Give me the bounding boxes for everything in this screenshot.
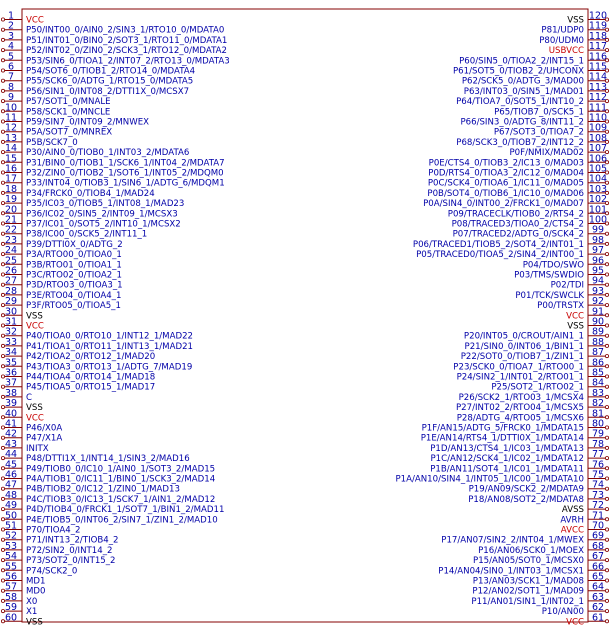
pin-name: P74/SCK2_0 xyxy=(26,566,78,577)
pin-number: 99 xyxy=(591,224,605,236)
pin-number: 24 xyxy=(4,245,18,257)
pin-name: P23/SCK0_0/TIOA7_1/RTO00_1 xyxy=(453,362,584,373)
pin-number: 51 xyxy=(4,520,18,532)
pin-name: P45/TIOA5_0/RTO15_1/MAD17 xyxy=(26,382,156,393)
pin-name: P0A/SIN4_0/INT00_2/FRCK1_0/MAD07 xyxy=(423,199,584,210)
pin-number: 117 xyxy=(588,41,608,53)
pin-name: P56/SIN1_0/INT08_2/DTTI1X_0/MCSX7 xyxy=(26,86,190,97)
pin-number: 93 xyxy=(591,285,605,297)
pin-number: 116 xyxy=(588,51,608,63)
pin-number: 108 xyxy=(588,132,608,144)
pin-number: 78 xyxy=(591,438,605,450)
pin-name: P12/AN02/SOT1_1/MAD09 xyxy=(472,586,584,597)
pin-number: 40 xyxy=(4,408,18,420)
pin-name: P3E/RTO04_0/TIOA4_1 xyxy=(26,290,122,301)
pin-name: P41/TIOA1_0/RTO11_1/INT13_1/MAD21 xyxy=(26,341,194,352)
pin-number: 105 xyxy=(588,163,608,175)
pin-number: 17 xyxy=(4,173,18,185)
pin-number: 103 xyxy=(588,183,608,195)
pin-name: P24/SIN2_1/INT01_2/RTO01_1 xyxy=(456,372,584,383)
pin-name: X0 xyxy=(26,596,38,607)
pin-name: P35/IC03_0/TIOB5_1/INT08_1/MAD23 xyxy=(26,199,185,210)
pin-name: P13/AN03/SCK1_1/MAD08 xyxy=(472,576,584,587)
pin-number: 16 xyxy=(4,163,18,175)
pin-name: P48/DTTI1X_1/INT14_1/SIN3_2/MAD16 xyxy=(26,454,190,465)
pin-number: 27 xyxy=(4,275,18,287)
pin-number: 102 xyxy=(588,194,608,206)
pin-endpoint xyxy=(605,314,608,317)
pin-endpoint xyxy=(1,49,4,52)
pin-name: P30/AIN0_0/TIOB0_1/INT03_2/MDATA6 xyxy=(26,148,190,159)
pin-endpoint xyxy=(1,28,4,31)
pin-name: P81/UDP0 xyxy=(541,25,584,36)
pin-number: 57 xyxy=(4,581,18,593)
pin-name: P28/ADTG_4/RTO05_1/MCSX6 xyxy=(456,413,584,424)
pin-name: X1 xyxy=(26,607,38,618)
pin-name: VCC xyxy=(566,311,584,322)
pin-number: 88 xyxy=(591,336,605,348)
pin-name: P19/AN09/SCK2_2/MDATA9 xyxy=(468,484,584,495)
pin-number: 29 xyxy=(4,296,18,308)
pin-endpoint xyxy=(1,18,4,21)
pin-endpoint xyxy=(605,416,608,419)
pin-name: P4D/TIOB4_0/FRCK1_1/SOT7_1/BIN1_2/MAD11 xyxy=(26,505,225,516)
pin-endpoint xyxy=(605,589,608,592)
pin-endpoint xyxy=(605,599,608,602)
pin-number: 74 xyxy=(591,479,605,491)
pin-name: P65/TIOB7_0/SCK5_1 xyxy=(494,107,584,118)
pin-number: 60 xyxy=(4,612,18,624)
pin-number: 67 xyxy=(591,551,605,563)
pin-number: 43 xyxy=(4,438,18,450)
pin-number: 119 xyxy=(588,20,608,32)
pin-name: USBVCC xyxy=(548,46,584,57)
pin-endpoint xyxy=(605,620,608,623)
pin-number: 10 xyxy=(4,102,18,114)
pin-name: P08/TRACED3/TIOA0_2/CTS4_2 xyxy=(451,219,584,230)
pin-endpoint xyxy=(605,406,608,409)
pin-name: P54/SOT6_0/TIOB1_2/RTO14_0/MDATA4 xyxy=(26,66,196,77)
pin-endpoint xyxy=(605,293,608,296)
pin-number: 69 xyxy=(591,530,605,542)
pin-name: P14/AN04/SIN0_1/INT03_1/MCSX1 xyxy=(438,566,584,577)
pin-name: P43/TIOA3_0/RTO13_1/ADTG_7/MAD19 xyxy=(26,362,193,373)
pin-number: 31 xyxy=(4,316,18,328)
pin-number: 42 xyxy=(4,428,18,440)
pin-number: 77 xyxy=(591,449,605,461)
pin-endpoint xyxy=(605,273,608,276)
pin-name: P72/SIN2_0/INT14_2 xyxy=(26,545,113,556)
pin-number: 91 xyxy=(591,306,605,318)
pin-number: 118 xyxy=(588,30,608,42)
pin-number: 34 xyxy=(4,347,18,359)
pin-endpoint xyxy=(1,89,4,92)
pin-name: P01/TCK/SWCLK xyxy=(515,290,584,301)
pin-name: P1C/AN12/SCK4_1/IC02_1/MDATA12 xyxy=(430,454,584,465)
pin-name: P1E/AN14/RTS4_1/DTTI0X_1/MDATA14 xyxy=(420,433,584,444)
pin-endpoint xyxy=(605,436,608,439)
pin-number: 98 xyxy=(591,234,605,246)
pin-number: 6 xyxy=(7,61,15,73)
pin-endpoint xyxy=(605,548,608,551)
pin-number: 45 xyxy=(4,459,18,471)
pin-name: P11/AN01/SIN1_1/INT02_1 xyxy=(471,596,584,607)
pin-name: P38/IC00_0/SCK5_2/INT11_1 xyxy=(26,229,148,240)
pin-name: P05/TRACED0/TIOA5_2/SIN4_2/INT00_1 xyxy=(416,250,584,261)
pin-number: 14 xyxy=(4,143,18,155)
pin-name: P58/SCK1_0/MNCLE xyxy=(26,107,111,118)
pin-name: P44/TIOA4_0/RTO14_1/MAD18 xyxy=(26,372,156,383)
pin-name: VCC xyxy=(26,321,44,332)
pin-number: 59 xyxy=(4,602,18,614)
pin-endpoint xyxy=(605,283,608,286)
pin-number: 96 xyxy=(591,255,605,267)
pin-name: P34/FRCK0_0/TIOB4_1/MAD24 xyxy=(26,188,155,199)
pin-number: 20 xyxy=(4,204,18,216)
pin-name: VSS xyxy=(26,403,43,414)
pin-name: P36/IC02_0/SIN5_2/INT09_1/MCSX3 xyxy=(26,209,178,220)
pin-number: 19 xyxy=(4,194,18,206)
pin-number: 33 xyxy=(4,336,18,348)
pin-name: VSS xyxy=(567,15,584,26)
pin-number: 113 xyxy=(588,81,608,93)
pin-name: P00/TRSTX xyxy=(537,301,584,312)
pin-number: 44 xyxy=(4,449,18,461)
pin-number: 53 xyxy=(4,540,18,552)
pin-number: 68 xyxy=(591,540,605,552)
pin-name: P26/SCK2_1/RTO03_1/MCSX4 xyxy=(458,392,584,403)
pin-number: 72 xyxy=(591,500,605,512)
pin-number: 55 xyxy=(4,561,18,573)
pin-name: P09/TRACECLK/TIOB0_2/RTS4_2 xyxy=(447,209,584,220)
pin-name: P06/TRACED1/TIOB5_2/SOT4_2/INT01_1 xyxy=(412,239,584,250)
pin-name: P67/SOT3_0/TIOA7_2 xyxy=(493,127,584,138)
pin-number: 3 xyxy=(7,30,15,42)
pin-name: P4E/TIOB5_0/INT06_2/SIN7_1/ZIN1_2/MAD10 xyxy=(26,515,218,526)
pin-name: P21/SIN0_0/INT06_1/BIN1_1 xyxy=(464,341,584,352)
pin-number: 112 xyxy=(588,92,608,104)
pin-number: 47 xyxy=(4,479,18,491)
pin-endpoint xyxy=(605,365,608,368)
pin-endpoint xyxy=(1,79,4,82)
pin-number: 48 xyxy=(4,489,18,501)
pin-name: P61/SOT5_0/TIOB2_2/UHCONX xyxy=(452,66,584,77)
pin-name: P55/SCK6_0/ADTG_1/RTO15_0/MDATA5 xyxy=(26,76,194,87)
pin-name: P40/TIOA0_0/RTO10_1/INT12_1/MAD22 xyxy=(26,331,194,342)
pin-name: P70/TIOA4_2 xyxy=(26,525,81,536)
pin-number: 65 xyxy=(591,571,605,583)
pin-name: P10/AN00 xyxy=(541,607,584,618)
pin-name: P49/TIOB0_0/IC10_1/AIN0_1/SOT3_2/MAD15 xyxy=(26,464,216,475)
pin-endpoint xyxy=(605,324,608,327)
pin-endpoint xyxy=(605,253,608,256)
pin-endpoint xyxy=(605,263,608,266)
pin-name: AVCC xyxy=(560,525,584,536)
pin-number: 7 xyxy=(7,71,15,83)
pin-name: P0E/CTS4_0/TIOB3_2/IC13_0/MAD03 xyxy=(428,158,584,169)
pin-name: P17/AN07/SIN2_2/INT04_1/MWEX xyxy=(441,535,584,546)
pin-endpoint xyxy=(605,334,608,337)
pin-number: 73 xyxy=(591,489,605,501)
pin-number: 39 xyxy=(4,398,18,410)
pin-number: 104 xyxy=(588,173,608,185)
pin-number: 50 xyxy=(4,510,18,522)
pin-number: 79 xyxy=(591,428,605,440)
pin-number: 28 xyxy=(4,285,18,297)
pin-endpoint xyxy=(1,69,4,72)
pin-number: 100 xyxy=(588,214,608,226)
pin-number: 120 xyxy=(588,10,608,22)
pin-endpoint xyxy=(605,497,608,500)
pin-number: 26 xyxy=(4,265,18,277)
pin-endpoint xyxy=(1,59,4,62)
pin-endpoint xyxy=(605,610,608,613)
pin-endpoint xyxy=(605,232,608,235)
pin-endpoint xyxy=(605,508,608,511)
pin-number: 114 xyxy=(588,71,608,83)
pin-name: P3C/RTO02_0/TIOA2_1 xyxy=(26,270,123,281)
pin-number: 87 xyxy=(591,347,605,359)
pin-endpoint xyxy=(605,487,608,490)
pin-number: 109 xyxy=(588,122,608,134)
pin-endpoint xyxy=(605,446,608,449)
pin-name: VSS xyxy=(567,321,584,332)
pin-name: P53/SIN6_0/TIOA1_2/INT07_2/RTO13_0/MDATA3 xyxy=(26,56,230,67)
pin-name: C xyxy=(26,392,33,403)
pin-name: P68/SCK3_0/TIOB7_2/INT12_2 xyxy=(456,137,584,148)
pin-number: 58 xyxy=(4,591,18,603)
pin-endpoint xyxy=(605,559,608,562)
pin-endpoint xyxy=(605,467,608,470)
pin-number: 76 xyxy=(591,459,605,471)
pin-name: P46/X0A xyxy=(26,423,63,434)
pin-endpoint xyxy=(605,457,608,460)
pin-number: 90 xyxy=(591,316,605,328)
pin-name: P50/INT00_0/AIN0_2/SIN3_1/RTO10_0/MDATA0 xyxy=(26,25,225,36)
pin-name: P18/AN08/SOT2_2/MDATA8 xyxy=(468,494,584,505)
pin-number: 110 xyxy=(588,112,608,124)
pin-name: P3A/RTO00_0/TIOA0_1 xyxy=(26,250,122,261)
pin-name: P25/SOT2_1/RTO02_1 xyxy=(491,382,584,393)
pin-name: P31/BIN0_0/TIOB1_1/SCK6_1/INT04_2/MDATA7 xyxy=(26,158,225,169)
pin-name: P60/SIN5_0/TIOA2_2/INT15_1 xyxy=(459,56,584,67)
pin-name: P57/SOT1_0/MNALE xyxy=(26,97,111,108)
pin-number: 94 xyxy=(591,275,605,287)
pin-name: P52/INT02_0/ZIN0_2/SCK3_1/RTO12_0/MDATA2 xyxy=(26,46,227,57)
pin-number: 86 xyxy=(591,357,605,369)
pin-number: 111 xyxy=(588,102,608,114)
pin-number: 106 xyxy=(588,153,608,165)
pin-number: 115 xyxy=(588,61,608,73)
pin-number: 82 xyxy=(591,398,605,410)
pin-endpoint xyxy=(605,528,608,531)
pin-name: VCC xyxy=(26,413,44,424)
pin-endpoint xyxy=(605,395,608,398)
pin-name: P3D/RTO03_0/TIOA3_1 xyxy=(26,280,123,291)
pin-name: P47/X1A xyxy=(26,433,63,444)
pin-number: 4 xyxy=(7,41,15,53)
pin-number: 84 xyxy=(591,377,605,389)
pin-number: 46 xyxy=(4,469,18,481)
pin-endpoint xyxy=(605,242,608,245)
pin-number: 8 xyxy=(7,81,15,93)
pin-number: 21 xyxy=(4,214,18,226)
pin-name: P42/TIOA2_0/RTO12_1/MAD20 xyxy=(26,352,156,363)
pin-name: P0F/NMIX/MAD02 xyxy=(509,148,584,159)
pin-name: P15/AN05/SOT0_1/MCSX0 xyxy=(473,556,584,567)
pin-name: P0B/SOT4_0/TIOB6_1/IC10_0/MAD06 xyxy=(427,188,584,199)
pin-number: 23 xyxy=(4,234,18,246)
pin-name: P3F/RTO05_0/TIOA5_1 xyxy=(26,301,121,312)
pin-name: P07/TRACED2/ADTG_0/SCK4_2 xyxy=(452,229,584,240)
pin-name: P27/INT02_2/RTO04_1/MCSX5 xyxy=(456,403,584,414)
pin-name: P63/INT03_0/SIN5_1/MAD01 xyxy=(463,86,584,97)
pin-name: P59/SIN7_0/INT09_2/MNWEX xyxy=(26,117,150,128)
pin-name: P1A/AN10/SIN4_1/INT05_1/IC00_1/MDATA10 xyxy=(395,474,584,485)
pin-number: 97 xyxy=(591,245,605,257)
pin-number: 81 xyxy=(591,408,605,420)
pin-name: P37/IC01_0/SOT5_2/INT10_1/MCSX2 xyxy=(26,219,181,230)
pin-number: 41 xyxy=(4,418,18,430)
pin-name: P3B/RTO01_0/TIOA1_1 xyxy=(26,260,122,271)
pin-number: 35 xyxy=(4,357,18,369)
pin-endpoint xyxy=(605,385,608,388)
pin-name: P02/TDI xyxy=(550,280,584,291)
pin-endpoint xyxy=(605,477,608,480)
pin-endpoint xyxy=(605,355,608,358)
pin-number: 62 xyxy=(591,602,605,614)
pin-number: 56 xyxy=(4,571,18,583)
pin-endpoint xyxy=(605,518,608,521)
pin-number: 1 xyxy=(7,10,15,22)
pin-number: 101 xyxy=(588,204,608,216)
pin-name: P33/INT04_0/TIOB3_1/SIN6_1/ADTG_6/MDQM1 xyxy=(26,178,225,189)
pin-number: 32 xyxy=(4,326,18,338)
pin-number: 49 xyxy=(4,500,18,512)
pin-number: 13 xyxy=(4,132,18,144)
pin-name: P03/TMS/SWDIO xyxy=(514,270,584,281)
pin-name: VCC xyxy=(566,617,584,628)
pin-name: VSS xyxy=(26,311,43,322)
pin-number: 9 xyxy=(7,92,15,104)
pin-number: 70 xyxy=(591,520,605,532)
pin-name: P4C/TIOB3_0/IC13_1/SCK7_1/AIN1_2/MAD12 xyxy=(26,494,216,505)
pin-name: MD1 xyxy=(26,576,46,587)
pin-number: 11 xyxy=(4,112,18,124)
right-pin xyxy=(464,327,609,342)
pin-name: VCC xyxy=(26,15,44,26)
pin-name: P51/INT01_0/BIN0_2/SOT3_1/RTO11_0/MDATA1 xyxy=(26,35,228,46)
pin-number: 52 xyxy=(4,530,18,542)
pin-number: 80 xyxy=(591,418,605,430)
pin-number: 95 xyxy=(591,265,605,277)
pin-endpoint xyxy=(605,304,608,307)
pin-endpoint xyxy=(605,538,608,541)
pin-number: 66 xyxy=(591,561,605,573)
pin-name: P32/ZIN0_0/TIOB2_1/SOT6_1/INT05_2/MDQM0 xyxy=(26,168,224,179)
pin-endpoint xyxy=(605,344,608,347)
pin-name: MD0 xyxy=(26,586,46,597)
pin-name: P1F/AN15/ADTG_5/FRCK0_1/MDATA15 xyxy=(421,423,584,434)
pin-name: AVSS xyxy=(561,505,584,516)
pin-name: P66/SIN3_0/ADTG_8/INT11_2 xyxy=(460,117,584,128)
pin-number: 37 xyxy=(4,377,18,389)
pin-number: 83 xyxy=(591,387,605,399)
pin-endpoint xyxy=(1,38,4,41)
pin-number: 71 xyxy=(591,510,605,522)
pin-name: P4A/TIOB1_0/IC11_1/BIN0_1/SCK3_2/MAD14 xyxy=(26,474,216,485)
pin-name: INITX xyxy=(26,443,49,454)
pin-name: P04/TDO/SWO xyxy=(522,260,584,271)
pin-number: 12 xyxy=(4,122,18,134)
pin-number: 22 xyxy=(4,224,18,236)
pin-number: 85 xyxy=(591,367,605,379)
pin-number: 2 xyxy=(7,20,15,32)
pin-endpoint xyxy=(605,375,608,378)
pin-number: 61 xyxy=(591,612,605,624)
pin-endpoint xyxy=(605,569,608,572)
pin-number: 63 xyxy=(591,591,605,603)
pin-name: P62/SCK5_0/ADTG_3/MAD00 xyxy=(461,76,584,87)
pin-name: P1B/AN11/SOT4_1/IC01_1/MDATA11 xyxy=(430,464,584,475)
pin-name: P4B/TIOB2_0/IC12_1/ZIN0_1/MAD13 xyxy=(26,484,180,495)
pin-number: 25 xyxy=(4,255,18,267)
pin-number: 64 xyxy=(591,581,605,593)
pin-number: 15 xyxy=(4,153,18,165)
pin-number: 5 xyxy=(7,51,15,63)
pin-name: P39/DTTI0X_0/ADTG_2 xyxy=(26,239,123,250)
pin-name: AVRH xyxy=(560,515,584,526)
pin-number: 36 xyxy=(4,367,18,379)
pin-name: VSS xyxy=(26,617,43,628)
pin-number: 38 xyxy=(4,387,18,399)
pin-name: P80/UDM0 xyxy=(539,35,584,46)
pin-name: P71/INT13_2/TIOB4_2 xyxy=(26,535,119,546)
pin-name: P20/INT05_0/CROUT/AIN1_1 xyxy=(463,331,584,342)
pin-number: 89 xyxy=(591,326,605,338)
pin-number: 18 xyxy=(4,183,18,195)
pin-number: 107 xyxy=(588,143,608,155)
pin-name: P5B/SCK7_0 xyxy=(26,137,78,148)
pin-number: 54 xyxy=(4,551,18,563)
right-pin xyxy=(459,51,608,66)
pin-endpoint xyxy=(605,426,608,429)
pin-number: 30 xyxy=(4,306,18,318)
pin-name: P16/AN06/SCK0_1/MOEX xyxy=(478,545,584,556)
pin-number: 92 xyxy=(591,296,605,308)
pin-number: 75 xyxy=(591,469,605,481)
pin-name: P0D/RTS4_0/TIOA3_2/IC12_0/MAD04 xyxy=(428,168,584,179)
pin-endpoint xyxy=(605,579,608,582)
pin-name: P73/SOT2_0/INT15_2 xyxy=(26,556,116,567)
pin-name: P1D/AN13/CTS4_1/IC03_1/MDATA13 xyxy=(430,443,584,454)
pin-name: P0C/SCK4_0/TIOA6_1/IC11_0/MAD05 xyxy=(427,178,584,189)
right-pin-column xyxy=(395,11,608,628)
pin-name: P5A/SOT7_0/MNREX xyxy=(26,127,113,138)
left-pin-column xyxy=(1,11,229,628)
pin-name: P22/SOT0_0/TIOB7_1/ZIN1_1 xyxy=(460,352,584,363)
pin-name: P64/TIOA7_0/SOT5_1/INT10_2 xyxy=(456,97,584,108)
